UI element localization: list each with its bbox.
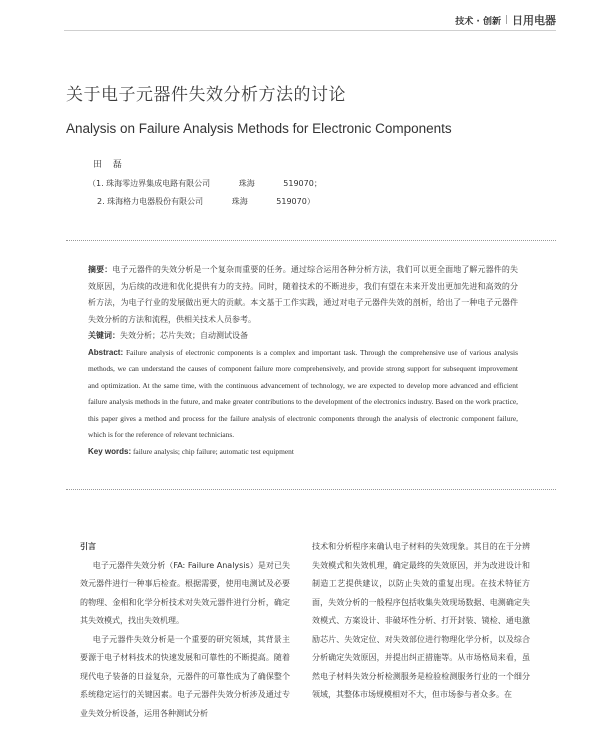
abstract-label-en: Abstract: [88, 347, 124, 357]
body-paragraph: 技术和分析程序来确认电子材料的失效现象。其目的在于分辨失效模式和失效机理，确定最终的失效原因，并为改进设计和制造工艺提供建议，以防止失效的重复出现。在技术特征方面，失效分析的一般程序包括收集失效现场数据、电测确定失效模式、方案设计、非破坏性分析、打开封装、镜检、通电激励芯片、失效定位、对失效部位进行物理化学分析，以及综合分析确定失效原因，并提出纠正措施等。从市场格局来看，虽然电子材料失效分析检测服务是检验检测服务行业的一个细分领域，其整体市场规模相对不大，但市场参与者众多。在 [312, 542, 530, 699]
abstract-block [88, 262, 518, 460]
affiliation-zip: 519070； [283, 179, 322, 188]
keywords-label-cn: 关键词： [88, 331, 120, 340]
header-section: 技术 · 创新 [455, 16, 501, 27]
affiliation-1 [88, 178, 322, 189]
title-english: Analysis on Failure Analysis Methods for Electronic Components [66, 121, 452, 136]
keywords-text-en: failure analysis; chip failure; automatic test equipment [131, 446, 294, 456]
body-paragraph: 电子元器件失效分析（FA: Failure Analysis）是对已失效元器件进行一种事后检查。根据需要，使用电测试及必要的物理、金相和化学分析技术对失效元器件进行分析，确定其失效模式，找出失效机理。 [80, 560, 290, 625]
keywords-text-cn: 失效分析；芯片失效；自动测试设备 [120, 331, 248, 340]
affiliation-city: 珠海 [238, 179, 255, 188]
body-column-left [80, 538, 290, 723]
affiliation-2 [97, 196, 315, 207]
affiliation-zip: 519070） [276, 197, 315, 206]
header-separator: | [504, 15, 508, 25]
keywords-label-en: Key words: [88, 446, 132, 456]
keywords-chinese [88, 328, 518, 345]
journal-header [455, 12, 556, 28]
abstract-text-cn: 电子元器件的失效分析是一个复杂而重要的任务。通过综合运用各种分析方法，我们可以更全面地了解元器件的失效原因，为后续的改进和优化提供有力的支持。同时，随着技术的不断进步，我们有望在未来开发出更加先进和高效的分析方法，为电子行业的发展做出更大的贡献。本文基于工作实践，通过对电子元器件失效的剖析，给出了一种电子元器件失效分析的方法和流程，供相关技术人员参考。 [88, 265, 519, 324]
abstract-chinese [88, 262, 518, 328]
author: 田 磊 [93, 160, 126, 170]
header-divider [64, 30, 556, 31]
abstract-text-en: Failure analysis of electronic components is a complex and important task. Through the comprehensive use of various analysis methods, we can understand the causes of component failure more comprehensively, and provide strong support for subsequent improvement and optimization. At the same time, with the continuous advancement of technology, we are expected to develop more advanced and efficient failure analysis methods in the future, and make greater contributions to the development of the electronics industry. Based on the work practice, this paper gives a method and process for the failure analysis of electronic components through the analysis of electronic component failure, which is for the reference of relevant technicians. [88, 347, 518, 439]
section-heading-intro: 引言 [80, 542, 96, 551]
abstract-english [88, 345, 518, 444]
body-paragraph: 电子元器件失效分析是一个重要的研究领域，其背景主要源于电子材料技术的快速发展和可靠性的不断提高。随着现代电子装备的日益复杂，元器件的可靠性成为了确保整个系统稳定运行的关键因素。电子元器件失效分析涉及通过专业失效分析设备，运用各种测试分析 [80, 634, 290, 718]
journal-logo: 日用电器 [512, 14, 556, 27]
body-column-right [312, 538, 530, 705]
dotted-divider-top [66, 240, 556, 241]
affiliation-org: 2. 珠海格力电器股份有限公司 [97, 197, 204, 206]
abstract-label-cn: 摘要： [88, 265, 113, 274]
affiliation-city: 珠海 [231, 197, 248, 206]
affiliation-org: （1. 珠海零边界集成电路有限公司 [88, 179, 211, 188]
keywords-english [88, 444, 518, 461]
title-chinese: 关于电子元器件失效分析方法的讨论 [66, 85, 346, 105]
dotted-divider-bottom [66, 489, 556, 490]
